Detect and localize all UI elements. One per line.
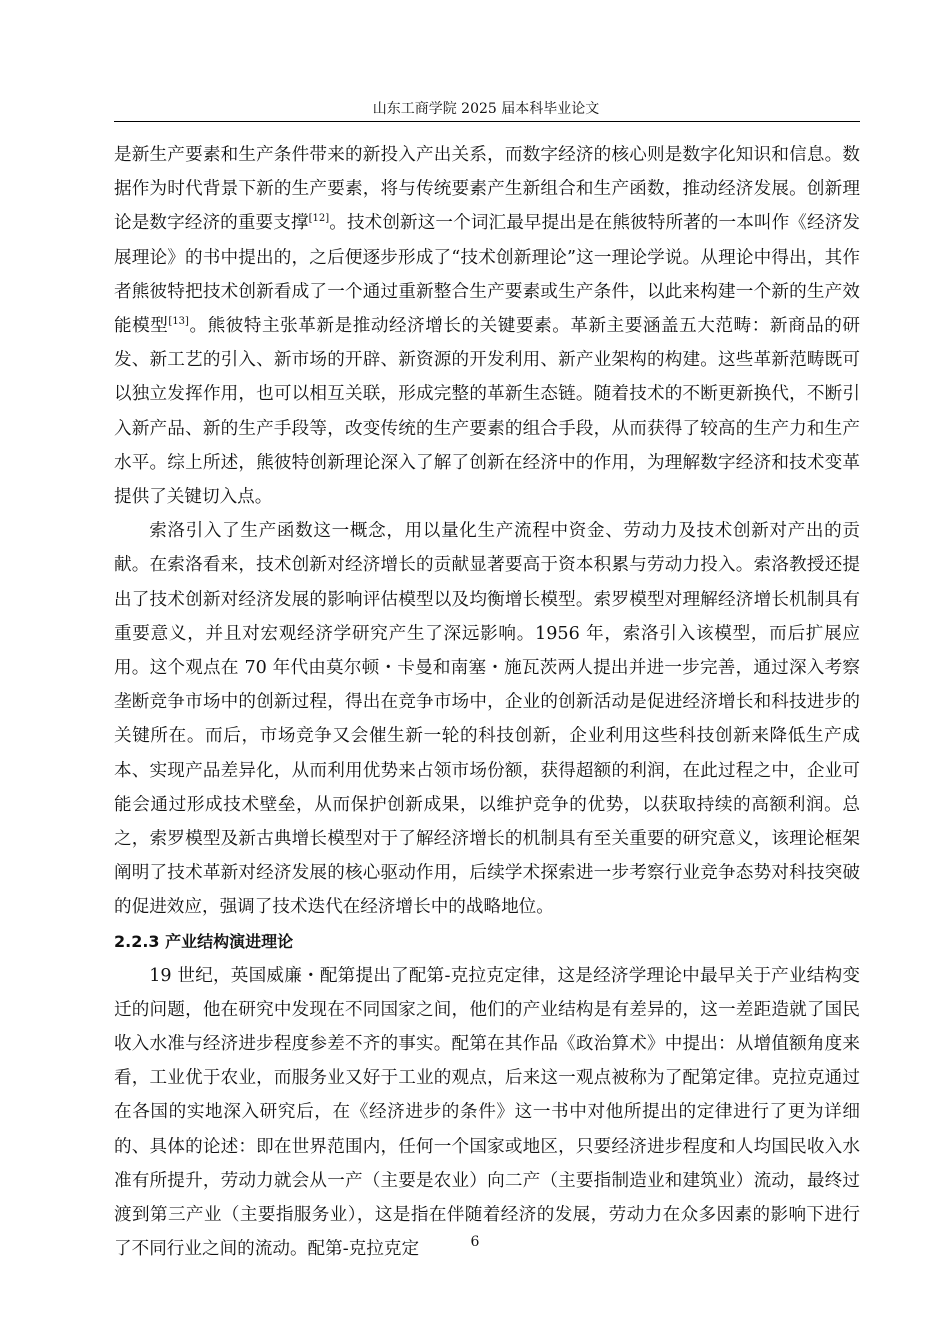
paragraph-text: 是新生产要素和生产条件带来的新投入产出关系，而数字经济的核心则是数字化知识和信息。数据作为时代背景下新的生产要素，将与传统要素产生新组合和生产函数，推动经济发展。创新理论是数字经济的重要支撑 xyxy=(114,145,860,234)
page-header: 山东工商学院 2025 届本科毕业论文 xyxy=(372,101,600,117)
paragraph-text: 。熊彼特主张革新是推动经济增长的关键要素。革新主要涵盖五大范畴：新商品的研发、新工艺的引入、新市场的开辟、新资源的开发利用、新产业架构的构建。这些革新范畴既可以独立发挥作用，也可以相互关联，形成完整的革新生态链。随着技术的不断更新换代，不断引入新产品、新的生产手段等，改变传统的生产要素的组合手段，从而获得了较高的生产力和生产水平。综上所述，熊彼特创新理论深入了解了创新在经济中的作用，为理解数字经济和技术变革提供了关键切入点。 xyxy=(114,316,860,508)
header-rule xyxy=(114,121,860,122)
paragraph-industrial-structure: 19 世纪，英国威廉・配第提出了配第-克拉克定律，这是经济学理论中最早关于产业结构变迁的问题，他在研究中发现在不同国家之间，他们的产业结构是有差异的，这一差距造就了国民收入水准与经济进步程度参差不齐的事实。配第在其作品《政治算术》中提出：从增值额角度来看，工业优于农业，而服务业又好于工业的观点，后来这一观点被称为了配第定律。克拉克通过在各国的实地深入研究后，在《经济进步的条件》这一书中对他所提出的定律进行了更为详细的、具体的论述：即在世界范围内，任何一个国家或地区，只要经济进步程度和人均国民收入水准有所提升，劳动力就会从一产（主要是农业）向二产（主要指制造业和建筑业）流动，最终过渡到第三产业（主要指服务业），这是指在伴随着经济的发展，劳动力在众多因素的影响下进行了不同行业之间的流动。配第-克拉克定 xyxy=(114,965,860,1260)
page-number: 6 xyxy=(470,1234,480,1250)
paragraph-text: 。技术创新这一个词汇最早提出是在熊彼特所著的一本叫作《经济发展理论》的书中提出的，之后便逐步形成了“技术创新理论”这一理论学说。从理论中得出，其作者熊彼特把技术创新看成了一个通过重新整合生产要素或生产条件，以此来构建一个新的生产效能模型 xyxy=(114,213,860,337)
citation-13: [13] xyxy=(168,316,189,328)
section-heading: 2.2.3 产业结构演进理论 xyxy=(114,931,294,951)
page-body xyxy=(114,138,860,1267)
citation-12: [12] xyxy=(308,213,330,225)
paragraph-innovation-theory xyxy=(114,138,860,514)
paragraph-solow-model: 索洛引入了生产函数这一概念，用以量化生产流程中资金、劳动力及技术创新对产出的贡献。在索洛看来，技术创新对经济增长的贡献显著要高于资本积累与劳动力投入。索洛教授还提出了技术创新对经济发展的影响评估模型以及均衡增长模型。索罗模型对理解经济增长机制具有重要意义，并且对宏观经济学研究产生了深远影响。1956 年，索洛引入该模型，而后扩展应用。这个观点在 70 年代由莫尔顿・卡曼和南塞・施瓦茨两人提出并进一步完善，通过深入考察垄断竞争市场中的创新过程，得出在竞争市场中，企业的创新活动是促进经济增长和科技进步的关键所在。而后，市场竞争又会催生新一轮的科技创新，企业利用这些科技创新来降低生产成本、实现产品差异化，从而利用优势来占领市场份额，获得超额的利润，在此过程之中，企业可能会通过形成技术壁垒，从而保护创新成果，以维护竞争的优势，以获取持续的高额利润。总之，索罗模型及新古典增长模型对于了解经济增长的机制具有至关重要的研究意义，该理论框架阐明了技术革新对经济发展的核心驱动作用，后续学术探索进一步考察行业竞争态势对科技突破的促进效应，强调了技术迭代在经济增长中的战略地位。 xyxy=(114,521,860,918)
